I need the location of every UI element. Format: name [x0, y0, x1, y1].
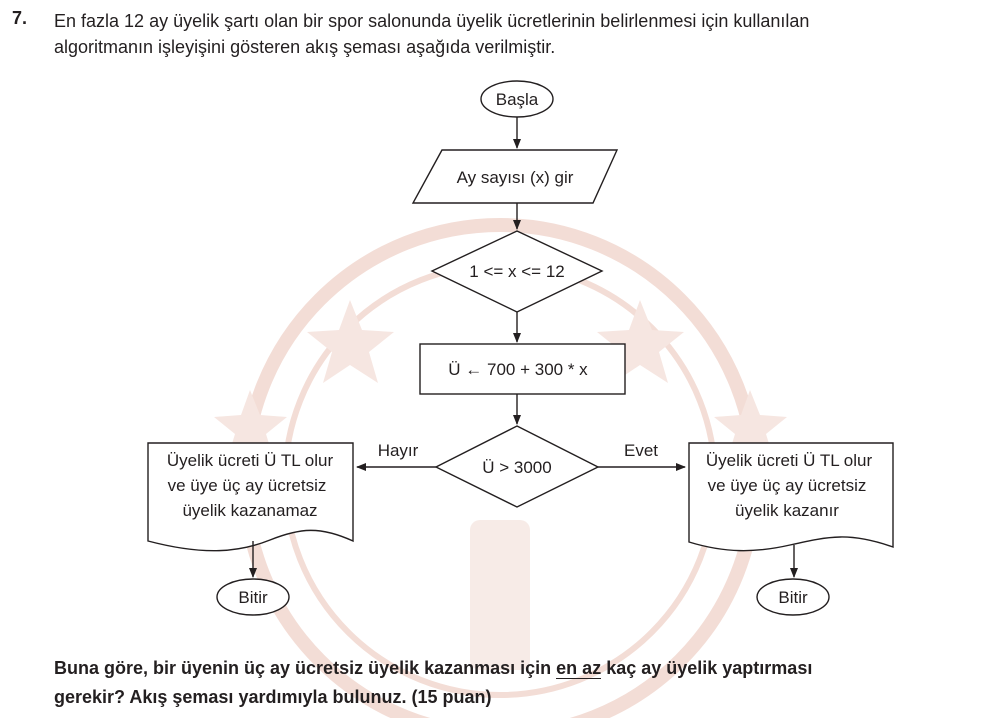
question-intro-line-1: En fazla 12 ay üyelik şartı olan bir spor salonunda üyelik ücretlerinin belirlenmesi için kullanılan [54, 11, 810, 31]
branch-no-label: Hayır [377, 441, 419, 460]
end-terminal-left [217, 579, 289, 615]
output-yes-line-3: üyelik kazanır [735, 501, 839, 520]
end-terminal-right [757, 579, 829, 615]
output-no-document [148, 443, 353, 551]
process-box [420, 344, 625, 394]
end-left-label: Bitir [238, 588, 268, 607]
output-yes-line-2: ve üye üç ay ücretsiz [707, 476, 867, 495]
process-label: Ü ← 700 + 300 * x [448, 360, 588, 379]
question-ask-part-1: Buna göre, bir üyenin üç ay ücretsiz üyelik kazanması için [54, 658, 557, 678]
question-intro-line-2: algoritmanın işleyişini gösteren akış şeması aşağıda verilmiştir. [54, 37, 556, 57]
question-ask-line-1 [54, 654, 974, 683]
start-label: Başla [495, 90, 539, 109]
branch-yes-label: Evet [623, 441, 659, 460]
start-terminal [481, 81, 553, 117]
fee-decision-label: Ü > 3000 [482, 458, 552, 477]
range-decision-label: 1 <= x <= 12 [469, 262, 565, 281]
output-yes-line-1: Üyelik ücreti Ü TL olur [705, 451, 873, 470]
output-no-line-2: ve üye üç ay ücretsiz [167, 476, 327, 495]
question-ask-line-2: gerekir? Akış şeması yardımıyla bulunuz. (15 puan) [54, 687, 492, 707]
input-box [413, 150, 617, 203]
output-no-line-3: üyelik kazanamaz [182, 501, 318, 520]
input-label: Ay sayısı (x) gir [456, 168, 574, 187]
fee-decision [436, 426, 598, 507]
output-no-line-1: Üyelik ücreti Ü TL olur [166, 451, 334, 470]
question-ask-emphasis: en az [556, 658, 602, 678]
output-yes-document [689, 443, 893, 551]
end-right-label: Bitir [778, 588, 808, 607]
question-number: 7. [12, 8, 28, 28]
question-ask [54, 654, 974, 712]
question-ask-part-2: kaç ay üyelik yaptırması [601, 658, 813, 678]
